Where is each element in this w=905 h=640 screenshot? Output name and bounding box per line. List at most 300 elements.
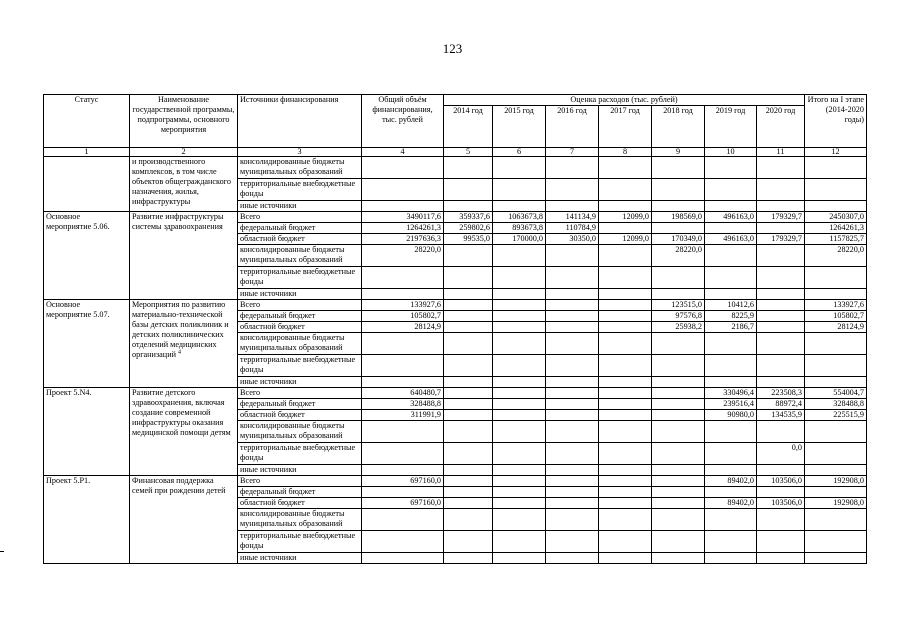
header-year: 2015 год: [493, 106, 546, 148]
itogo-value-cell: 1157825,7: [805, 234, 867, 245]
year-value-cell: [652, 531, 705, 553]
funding-source-cell: консолидированные бюджеты муниципальных образований: [238, 157, 362, 179]
itogo-value-cell: [805, 267, 867, 289]
year-value-cell: [757, 322, 805, 333]
year-value-cell: [705, 201, 757, 212]
year-value-cell: [444, 465, 493, 476]
year-value-cell: [493, 300, 546, 311]
year-value-cell: 259802,6: [444, 223, 493, 234]
year-value-cell: [493, 157, 546, 179]
total-value-cell: 311991,9: [362, 410, 444, 421]
year-value-cell: [546, 443, 599, 465]
year-value-cell: [546, 333, 599, 355]
total-value-cell: [362, 421, 444, 443]
column-number: 8: [599, 148, 652, 157]
year-value-cell: [493, 476, 546, 487]
year-value-cell: [757, 157, 805, 179]
program-name-cell: [130, 388, 238, 476]
funding-source-cell: областной бюджет: [238, 410, 362, 421]
year-value-cell: [546, 476, 599, 487]
year-value-cell: [546, 179, 599, 201]
year-value-cell: [444, 410, 493, 421]
year-value-cell: [546, 421, 599, 443]
year-value-cell: [652, 509, 705, 531]
funding-source-cell: консолидированные бюджеты муниципальных образований: [238, 421, 362, 443]
column-number: 11: [757, 148, 805, 157]
year-value-cell: [444, 553, 493, 564]
year-value-cell: [652, 333, 705, 355]
year-value-cell: [546, 509, 599, 531]
year-value-cell: [652, 553, 705, 564]
program-name-cell: [130, 157, 238, 212]
year-value-cell: [444, 245, 493, 267]
year-value-cell: [546, 399, 599, 410]
year-value-cell: [652, 399, 705, 410]
total-value-cell: [362, 377, 444, 388]
column-number: 6: [493, 148, 546, 157]
column-number: 2: [130, 148, 238, 157]
total-value-cell: 2197636,3: [362, 234, 444, 245]
funding-source-cell: консолидированные бюджеты муниципальных образований: [238, 333, 362, 355]
year-value-cell: [444, 267, 493, 289]
year-value-cell: 893673,8: [493, 223, 546, 234]
year-value-cell: [599, 487, 652, 498]
year-value-cell: 330496,4: [705, 388, 757, 399]
year-value-cell: [444, 179, 493, 201]
status-cell: Основное мероприятие 5.07.: [44, 300, 130, 388]
year-value-cell: [444, 498, 493, 509]
program-name-cell: [130, 300, 238, 388]
funding-source-cell: территориальные внебюджетные фонды: [238, 355, 362, 377]
total-value-cell: [362, 267, 444, 289]
itogo-value-cell: [805, 487, 867, 498]
funding-source-cell: федеральный бюджет: [238, 399, 362, 410]
year-value-cell: [493, 509, 546, 531]
total-value-cell: [362, 289, 444, 300]
itogo-value-cell: 328488,8: [805, 399, 867, 410]
year-value-cell: [493, 388, 546, 399]
year-value-cell: [757, 223, 805, 234]
year-value-cell: [599, 465, 652, 476]
year-value-cell: [705, 289, 757, 300]
funding-source-cell: областной бюджет: [238, 322, 362, 333]
status-cell: Проект 5.N4.: [44, 388, 130, 476]
year-value-cell: 0,0: [757, 443, 805, 465]
year-value-cell: [493, 179, 546, 201]
itogo-value-cell: [805, 465, 867, 476]
year-value-cell: [444, 157, 493, 179]
year-value-cell: [493, 443, 546, 465]
year-value-cell: 90980,0: [705, 410, 757, 421]
year-value-cell: [546, 553, 599, 564]
year-value-cell: [444, 531, 493, 553]
itogo-value-cell: 28124,9: [805, 322, 867, 333]
year-value-cell: 103506,0: [757, 476, 805, 487]
year-value-cell: [493, 498, 546, 509]
year-value-cell: 110784,9: [546, 223, 599, 234]
year-value-cell: [444, 322, 493, 333]
itogo-value-cell: 2450307,0: [805, 212, 867, 223]
program-name-text: Мероприятия по развитию материально-технической базы детских поликлиник и детских поликлинических отделений медицинских организаций: [132, 300, 229, 359]
year-value-cell: [493, 289, 546, 300]
funding-source-cell: федеральный бюджет: [238, 311, 362, 322]
year-value-cell: [705, 179, 757, 201]
year-value-cell: [599, 531, 652, 553]
year-value-cell: [599, 245, 652, 267]
year-value-cell: [705, 465, 757, 476]
year-value-cell: [599, 410, 652, 421]
funding-source-cell: Всего: [238, 476, 362, 487]
year-value-cell: [493, 355, 546, 377]
year-value-cell: [757, 465, 805, 476]
total-value-cell: [362, 201, 444, 212]
year-value-cell: [652, 498, 705, 509]
year-value-cell: [444, 377, 493, 388]
year-value-cell: [599, 443, 652, 465]
year-value-cell: [444, 399, 493, 410]
year-value-cell: [599, 300, 652, 311]
column-number: 7: [546, 148, 599, 157]
funding-source-cell: федеральный бюджет: [238, 223, 362, 234]
year-value-cell: [705, 553, 757, 564]
column-number: 9: [652, 148, 705, 157]
funding-source-cell: областной бюджет: [238, 498, 362, 509]
header-name: Наименование государственной программы, подпрограммы, основного мероприятия: [130, 95, 238, 148]
header-year: 2019 год: [705, 106, 757, 148]
year-value-cell: 8225,9: [705, 311, 757, 322]
status-cell: Основное мероприятие 5.06.: [44, 212, 130, 300]
year-value-cell: [757, 487, 805, 498]
year-value-cell: [705, 531, 757, 553]
year-value-cell: 97576,8: [652, 311, 705, 322]
funding-source-cell: иные источники: [238, 289, 362, 300]
itogo-value-cell: [805, 509, 867, 531]
year-value-cell: [599, 289, 652, 300]
year-value-cell: 170000,0: [493, 234, 546, 245]
year-value-cell: [652, 223, 705, 234]
year-value-cell: [546, 300, 599, 311]
financing-table: [43, 94, 867, 564]
year-value-cell: [705, 421, 757, 443]
table-row: [44, 300, 867, 311]
total-value-cell: [362, 179, 444, 201]
year-value-cell: [757, 201, 805, 212]
itogo-value-cell: 133927,6: [805, 300, 867, 311]
funding-source-cell: иные источники: [238, 553, 362, 564]
column-number: 12: [805, 148, 867, 157]
year-value-cell: [599, 509, 652, 531]
total-value-cell: 697160,0: [362, 498, 444, 509]
year-value-cell: 223508,3: [757, 388, 805, 399]
funding-source-cell: территориальные внебюджетные фонды: [238, 443, 362, 465]
year-value-cell: [599, 311, 652, 322]
itogo-value-cell: 225515,9: [805, 410, 867, 421]
year-value-cell: [444, 333, 493, 355]
year-value-cell: 12099,0: [599, 212, 652, 223]
year-value-cell: [444, 476, 493, 487]
scan-edge-mark: [0, 551, 4, 552]
total-value-cell: [362, 509, 444, 531]
year-value-cell: [599, 377, 652, 388]
year-value-cell: [757, 333, 805, 355]
year-value-cell: [546, 377, 599, 388]
year-value-cell: [652, 179, 705, 201]
year-value-cell: [444, 311, 493, 322]
funding-source-cell: иные источники: [238, 377, 362, 388]
year-value-cell: 89402,0: [705, 498, 757, 509]
year-value-cell: [493, 267, 546, 289]
year-value-cell: 170349,0: [652, 234, 705, 245]
year-value-cell: [599, 421, 652, 443]
header-estimate: Оценка расходов (тыс. рублей): [444, 95, 805, 106]
itogo-value-cell: [805, 443, 867, 465]
funding-source-cell: областной бюджет: [238, 234, 362, 245]
itogo-value-cell: [805, 531, 867, 553]
year-value-cell: 28220,0: [652, 245, 705, 267]
table-row: [44, 212, 867, 223]
year-value-cell: [493, 201, 546, 212]
total-value-cell: [362, 333, 444, 355]
header-sources: Источники финансирования: [238, 95, 362, 148]
funding-source-cell: Всего: [238, 388, 362, 399]
year-value-cell: [444, 443, 493, 465]
year-value-cell: [493, 531, 546, 553]
year-value-cell: [652, 355, 705, 377]
program-name-text: Развитие инфраструктуры системы здравоохранения: [132, 212, 224, 231]
year-value-cell: [757, 509, 805, 531]
program-name-cell: [130, 212, 238, 300]
year-value-cell: [599, 223, 652, 234]
itogo-value-cell: [805, 333, 867, 355]
total-value-cell: [362, 487, 444, 498]
year-value-cell: 359337,6: [444, 212, 493, 223]
year-value-cell: [546, 487, 599, 498]
itogo-value-cell: [805, 157, 867, 179]
year-value-cell: [444, 201, 493, 212]
year-value-cell: [652, 388, 705, 399]
year-value-cell: [546, 267, 599, 289]
itogo-value-cell: [805, 289, 867, 300]
total-value-cell: 28124,9: [362, 322, 444, 333]
program-name-text: Развитие детского здравоохранения, включая создание современной инфраструктуры оказания медицинской помощи детям: [132, 388, 231, 437]
year-value-cell: [757, 421, 805, 443]
year-value-cell: [705, 157, 757, 179]
year-value-cell: [546, 157, 599, 179]
footnote-mark: 4: [178, 349, 182, 356]
year-value-cell: [705, 443, 757, 465]
itogo-value-cell: [805, 377, 867, 388]
itogo-value-cell: [805, 201, 867, 212]
funding-source-cell: Всего: [238, 300, 362, 311]
year-value-cell: [599, 333, 652, 355]
column-number: 3: [238, 148, 362, 157]
year-value-cell: [757, 300, 805, 311]
itogo-value-cell: [805, 421, 867, 443]
total-value-cell: [362, 355, 444, 377]
year-value-cell: [444, 487, 493, 498]
year-value-cell: [493, 421, 546, 443]
year-value-cell: [444, 421, 493, 443]
year-value-cell: [652, 377, 705, 388]
column-number: 1: [44, 148, 130, 157]
funding-source-cell: консолидированные бюджеты муниципальных образований: [238, 245, 362, 267]
year-value-cell: [444, 300, 493, 311]
funding-source-cell: федеральный бюджет: [238, 487, 362, 498]
year-value-cell: [599, 179, 652, 201]
program-name-text: Финансовая поддержка семей при рождении детей: [132, 476, 226, 495]
year-value-cell: 88972,4: [757, 399, 805, 410]
year-value-cell: [599, 498, 652, 509]
year-value-cell: 496163,0: [705, 234, 757, 245]
header-status: Статус: [44, 95, 130, 148]
total-value-cell: [362, 553, 444, 564]
year-value-cell: [546, 465, 599, 476]
year-value-cell: 12099,0: [599, 234, 652, 245]
header-year: 2017 год: [599, 106, 652, 148]
year-value-cell: [599, 553, 652, 564]
year-value-cell: [652, 476, 705, 487]
year-value-cell: [493, 245, 546, 267]
itogo-value-cell: 105802,7: [805, 311, 867, 322]
year-value-cell: [546, 245, 599, 267]
year-value-cell: [652, 443, 705, 465]
year-value-cell: [599, 201, 652, 212]
year-value-cell: 198569,0: [652, 212, 705, 223]
status-cell: Проект 5.P1.: [44, 476, 130, 564]
header-year: 2020 год: [757, 106, 805, 148]
year-value-cell: [705, 377, 757, 388]
total-value-cell: 133927,6: [362, 300, 444, 311]
itogo-value-cell: 1264261,3: [805, 223, 867, 234]
year-value-cell: [652, 157, 705, 179]
year-value-cell: [757, 267, 805, 289]
year-value-cell: [493, 333, 546, 355]
status-cell: [44, 157, 130, 212]
page-number: 123: [442, 41, 463, 56]
column-number: 10: [705, 148, 757, 157]
total-value-cell: 3490117,6: [362, 212, 444, 223]
total-value-cell: [362, 443, 444, 465]
header-year: 2014 год: [444, 106, 493, 148]
header-total: Общий объём финансирования, тыс. рублей: [362, 95, 444, 148]
table-row: [44, 476, 867, 487]
itogo-value-cell: [805, 355, 867, 377]
year-value-cell: [493, 322, 546, 333]
total-value-cell: 640480,7: [362, 388, 444, 399]
header-year: 2018 год: [652, 106, 705, 148]
year-value-cell: [757, 355, 805, 377]
year-value-cell: [546, 322, 599, 333]
year-value-cell: [493, 553, 546, 564]
total-value-cell: [362, 531, 444, 553]
year-value-cell: [705, 267, 757, 289]
funding-source-cell: территориальные внебюджетные фонды: [238, 531, 362, 553]
year-value-cell: [599, 399, 652, 410]
total-value-cell: 1264261,3: [362, 223, 444, 234]
year-value-cell: [493, 399, 546, 410]
year-value-cell: 1063673,8: [493, 212, 546, 223]
year-value-cell: [546, 388, 599, 399]
total-value-cell: 328488,8: [362, 399, 444, 410]
year-value-cell: [757, 245, 805, 267]
year-value-cell: [546, 201, 599, 212]
year-value-cell: 99535,0: [444, 234, 493, 245]
header-itogo: Итого на I этапе (2014-2020 годы): [805, 95, 867, 148]
year-value-cell: [493, 377, 546, 388]
year-value-cell: [444, 509, 493, 531]
year-value-cell: [599, 355, 652, 377]
table-row: [44, 388, 867, 399]
year-value-cell: [705, 333, 757, 355]
year-value-cell: [652, 410, 705, 421]
year-value-cell: [493, 465, 546, 476]
itogo-value-cell: 28220,0: [805, 245, 867, 267]
year-value-cell: [705, 509, 757, 531]
year-value-cell: [652, 289, 705, 300]
year-value-cell: 2186,7: [705, 322, 757, 333]
funding-source-cell: иные источники: [238, 465, 362, 476]
year-value-cell: 103506,0: [757, 498, 805, 509]
funding-source-cell: иные источники: [238, 201, 362, 212]
year-value-cell: 89402,0: [705, 476, 757, 487]
funding-source-cell: консолидированные бюджеты муниципальных образований: [238, 509, 362, 531]
table-row: [44, 157, 867, 179]
total-value-cell: 697160,0: [362, 476, 444, 487]
year-value-cell: [599, 476, 652, 487]
itogo-value-cell: [805, 553, 867, 564]
year-value-cell: [705, 223, 757, 234]
year-value-cell: [757, 289, 805, 300]
year-value-cell: [652, 201, 705, 212]
year-value-cell: 179329,7: [757, 212, 805, 223]
year-value-cell: [652, 465, 705, 476]
year-value-cell: 496163,0: [705, 212, 757, 223]
itogo-value-cell: 192908,0: [805, 498, 867, 509]
year-value-cell: [757, 311, 805, 322]
year-value-cell: [493, 487, 546, 498]
header-year: 2016 год: [546, 106, 599, 148]
year-value-cell: [652, 487, 705, 498]
total-value-cell: [362, 465, 444, 476]
year-value-cell: [757, 553, 805, 564]
itogo-value-cell: 192908,0: [805, 476, 867, 487]
year-value-cell: [757, 377, 805, 388]
year-value-cell: 123515,0: [652, 300, 705, 311]
year-value-cell: [652, 421, 705, 443]
year-value-cell: [546, 311, 599, 322]
year-value-cell: [493, 311, 546, 322]
year-value-cell: 25938,2: [652, 322, 705, 333]
total-value-cell: 28220,0: [362, 245, 444, 267]
year-value-cell: [546, 498, 599, 509]
program-name-text: и производственного комплексов, в том числе объектов общегражданского назначения, жилья, инфраструктуры: [132, 157, 231, 206]
year-value-cell: 10412,6: [705, 300, 757, 311]
itogo-value-cell: 554004,7: [805, 388, 867, 399]
total-value-cell: 105802,7: [362, 311, 444, 322]
year-value-cell: [599, 157, 652, 179]
total-value-cell: [362, 157, 444, 179]
year-value-cell: [444, 289, 493, 300]
year-value-cell: 141134,9: [546, 212, 599, 223]
column-number: 4: [362, 148, 444, 157]
year-value-cell: [546, 410, 599, 421]
year-value-cell: [444, 355, 493, 377]
year-value-cell: [546, 531, 599, 553]
year-value-cell: [757, 531, 805, 553]
year-value-cell: [757, 179, 805, 201]
funding-source-cell: территориальные внебюджетные фонды: [238, 179, 362, 201]
year-value-cell: 30350,0: [546, 234, 599, 245]
